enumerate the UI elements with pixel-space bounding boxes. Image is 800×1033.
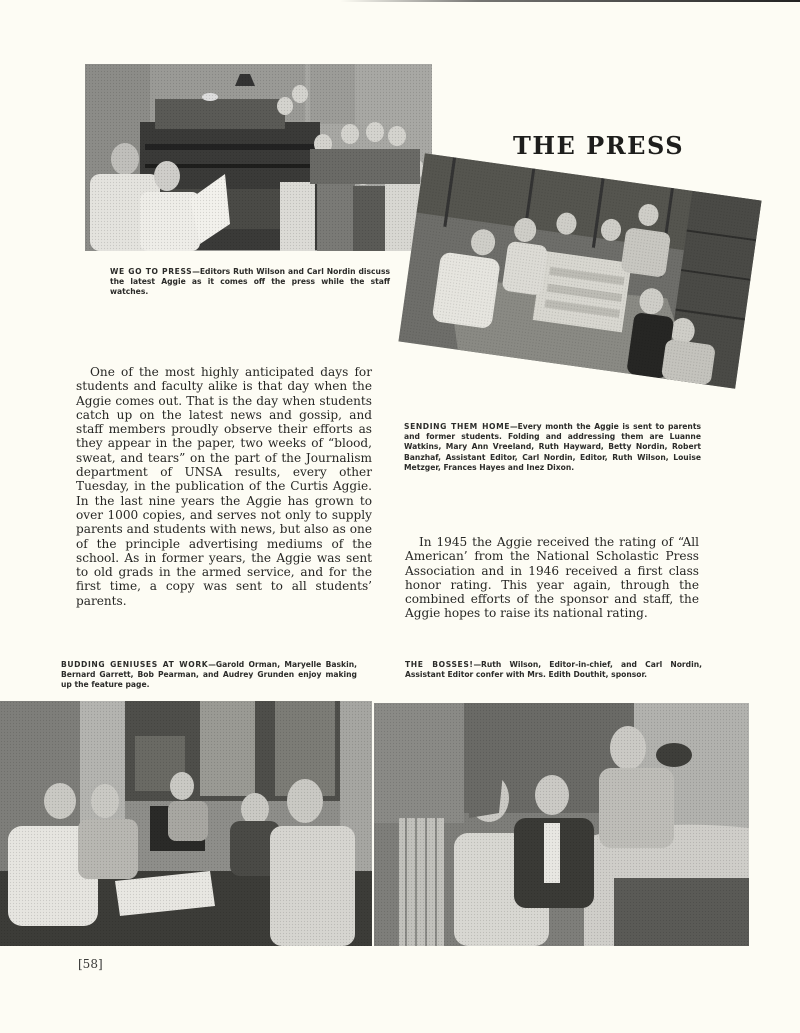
caption-the-bosses — [405, 660, 702, 680]
caption-we-go-to-press — [110, 267, 390, 298]
article-paragraph: In 1945 the Aggie received the rating of “All American’ from the National Scholastic Press Association and in 1946 received a first class honor rating. This year again, through the combined efforts of the sponsor and staff, the Aggie hopes to raise its national rating. — [405, 535, 699, 621]
caption-lead: SENDING THEM HOME — [404, 422, 511, 431]
article-paragraph: One of the most highly anticipated days for students and faculty alike is that day when the Aggie comes out. That is the day when students catch up on the latest news and gossip, and staff members proudly observe their efforts as they appear in the paper, two weeks of “blood, sweat, and tears” on the part of the Journalism department of UNSA results, every other Tuesday, in the publication of the Curtis Aggie. In the last nine years the Aggie has grown to over 1000 copies, and serves not only to supply parents and students with news, but also as one of the principle advertising mediums of the school. As in former years, the Aggie was sent to old grads in the armed service, and for the first time, a copy was sent to all students’ parents. — [76, 365, 372, 608]
caption-text: —Editors Ruth Wilson and Carl Nordin discuss the latest Aggie as it comes off the press while the staff watches. — [110, 267, 390, 297]
photo-students-at-table — [0, 701, 372, 946]
caption-lead: THE BOSSES! — [405, 660, 474, 669]
photo-folding-papers — [398, 153, 761, 388]
caption-text: —Every month the Aggie is sent to parents and former students. Folding and addressing them are Luanne Watkins, Mary Ann Vreeland, Ruth Hayward, Betty Nordin, Robert Banzhaf, Assistant Editor, Carl Nordin, Editor, Ruth Wilson, Louise Metzger, Frances Hayes and Inez Dixon. — [404, 422, 701, 472]
photo-editors-with-sponsor-image — [374, 703, 749, 946]
photo-folding-papers-image — [398, 153, 761, 388]
caption-lead: BUDDING GENIUSES AT WORK — [61, 660, 209, 669]
page-number: [58] — [78, 957, 103, 971]
page-title: THE PRESS — [513, 131, 685, 161]
scan-edge-shadow — [340, 0, 800, 2]
photo-students-at-table-image — [0, 701, 372, 946]
article-body-right — [405, 535, 699, 621]
photo-printing-press-image — [85, 64, 432, 251]
photo-printing-press — [85, 64, 432, 251]
caption-lead: WE GO TO PRESS — [110, 267, 193, 276]
caption-text: —Garold Orman, Maryelle Baskin, Bernard Garrett, Bob Pearman, and Audrey Grunden enjoy making up the feature page. — [61, 660, 357, 690]
caption-sending-them-home — [404, 422, 701, 473]
caption-budding-geniuses — [61, 660, 357, 691]
photo-editors-with-sponsor — [374, 703, 749, 946]
caption-text: —Ruth Wilson, Editor-in-chief, and Carl Nordin, Assistant Editor confer with Mrs. Edith Douthit, sponsor. — [405, 660, 702, 680]
article-body-left — [76, 365, 372, 608]
